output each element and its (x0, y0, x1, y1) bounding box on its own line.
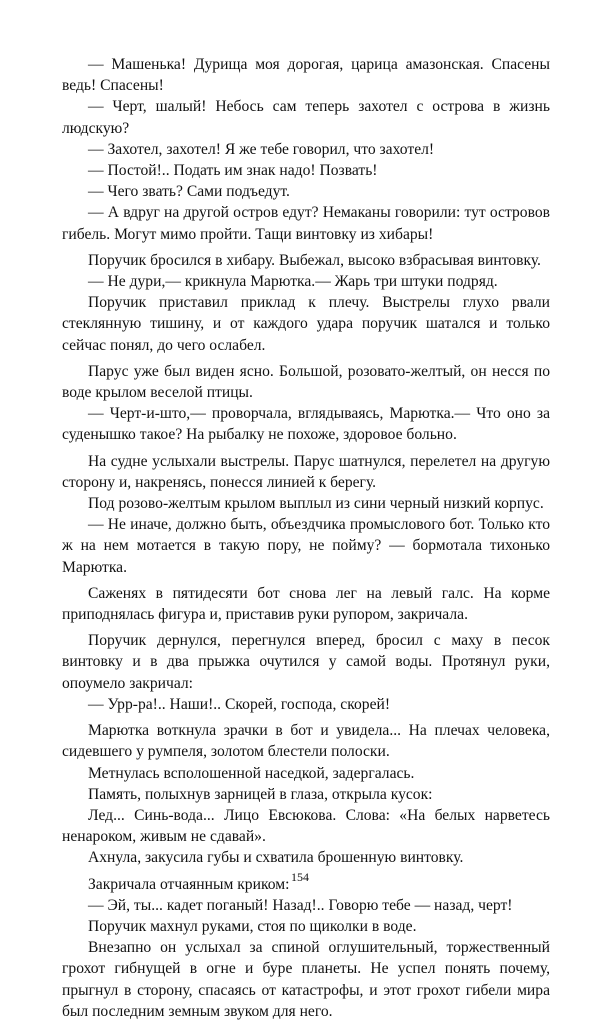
paragraph: — Урр-ра!.. Наши!.. Скорей, господа, скорей! (88, 695, 391, 713)
paragraph: Лед... Синь-вода... Лицо Евсюкова. Слова: «На белых нарветесь ненароком, живым не сдавай». (62, 806, 550, 846)
paragraph: На судне услыхали выстрелы. Парус шатнулся, перелетел на другую сторону и, накренясь, понесся линией к берегу. (62, 452, 550, 491)
paragraph: Ахнула, закусила губы и схватила брошенную винтовку. (88, 849, 464, 867)
paragraph: Поручик махнул руками, стоя по щиколки в воде. (88, 917, 417, 935)
paragraph: — Чего звать? Сами подъедут. (88, 183, 290, 201)
paragraph: — Черт, шалый! Небось сам теперь захотел с острова в жизнь людскую? (62, 98, 550, 137)
paragraph: — Эй, ты... кадет поганый! Назад!.. Говорю тебе — назад, черт! (88, 896, 513, 914)
paragraph: Марютка воткнула зрачки в бот и увидела... На плечах человека, сидевшего у румпеля, золотом блестели полоски. (62, 722, 550, 761)
paragraph: — Не иначе, должно быть, объездчика промыслового бот. Только кто ж на нем мотается в такую пору, не пойму? — бормотала тихонько Марютка. (62, 516, 550, 576)
paragraph: — Машенька! Дурища моя дорогая, царица амазонская. Спасены ведь! Спасены! (62, 56, 550, 95)
paragraph: Внезапно он услыхал за спиной оглушительный, торжественный грохот гибнущей в огне и буре планеты. Не успел понять почему, прыгнул в сторону, спасаясь от катастрофы, и этот грохот гибели мира был последним земным звуком для него. (62, 939, 550, 1020)
paragraph: — Захотел, захотел! Я же тебе говорил, что захотел! (88, 140, 435, 158)
page-number: 154 (291, 870, 309, 884)
paragraph: Закричала отчаянным криком: (88, 875, 290, 893)
paragraph: — Черт-и-што,— проворчала, вглядываясь, Марютка.— Что оно за суденышко такое? На рыбалку не похоже, здоровое больно. (62, 405, 550, 444)
paragraph: — Не дури,— крикнула Марютка.— Жарь три штуки подряд. (88, 273, 498, 291)
paragraph: Под розово-желтым крылом выплыл из сини черный низкий корпус. (88, 495, 544, 513)
paragraph: Поручик приставил приклад к плечу. Выстрелы глухо рвали стеклянную тишину, и от каждого удара поручик шатался и только сейчас понял, до чего ослабел. (62, 294, 550, 354)
paragraph: Саженях в пятидесяти бот снова лег на левый галс. На корме приподнялась фигура и, приставив руки рупором, закричала. (62, 584, 550, 624)
paragraph: — Постой!.. Подать им знак надо! Позвать! (88, 162, 378, 180)
paragraph: Память, полыхнув зарницей в глаза, открыла кусок: (88, 785, 433, 803)
paragraph: Поручик бросился в хибару. Выбежал, высоко взбрасывая винтовку. (88, 251, 541, 269)
paragraph: Поручик дернулся, перегнулся вперед, бросил с маху в песок винтовку и в два прыжка очутился у самой воды. Протянул руки, опоумело закричал: (62, 632, 550, 692)
paragraph: — А вдруг на другой остров едут? Немаканы говорили: тут островов гибель. Могут мимо пройти. Тащи винтовку из хибары! (62, 204, 550, 243)
paragraph: Парус уже был виден ясно. Большой, розовато-желтый, он несся по воде крылом веселой птицы. (62, 362, 550, 402)
paragraph: Метнулась всполошенной наседкой, задергалась. (88, 764, 415, 782)
